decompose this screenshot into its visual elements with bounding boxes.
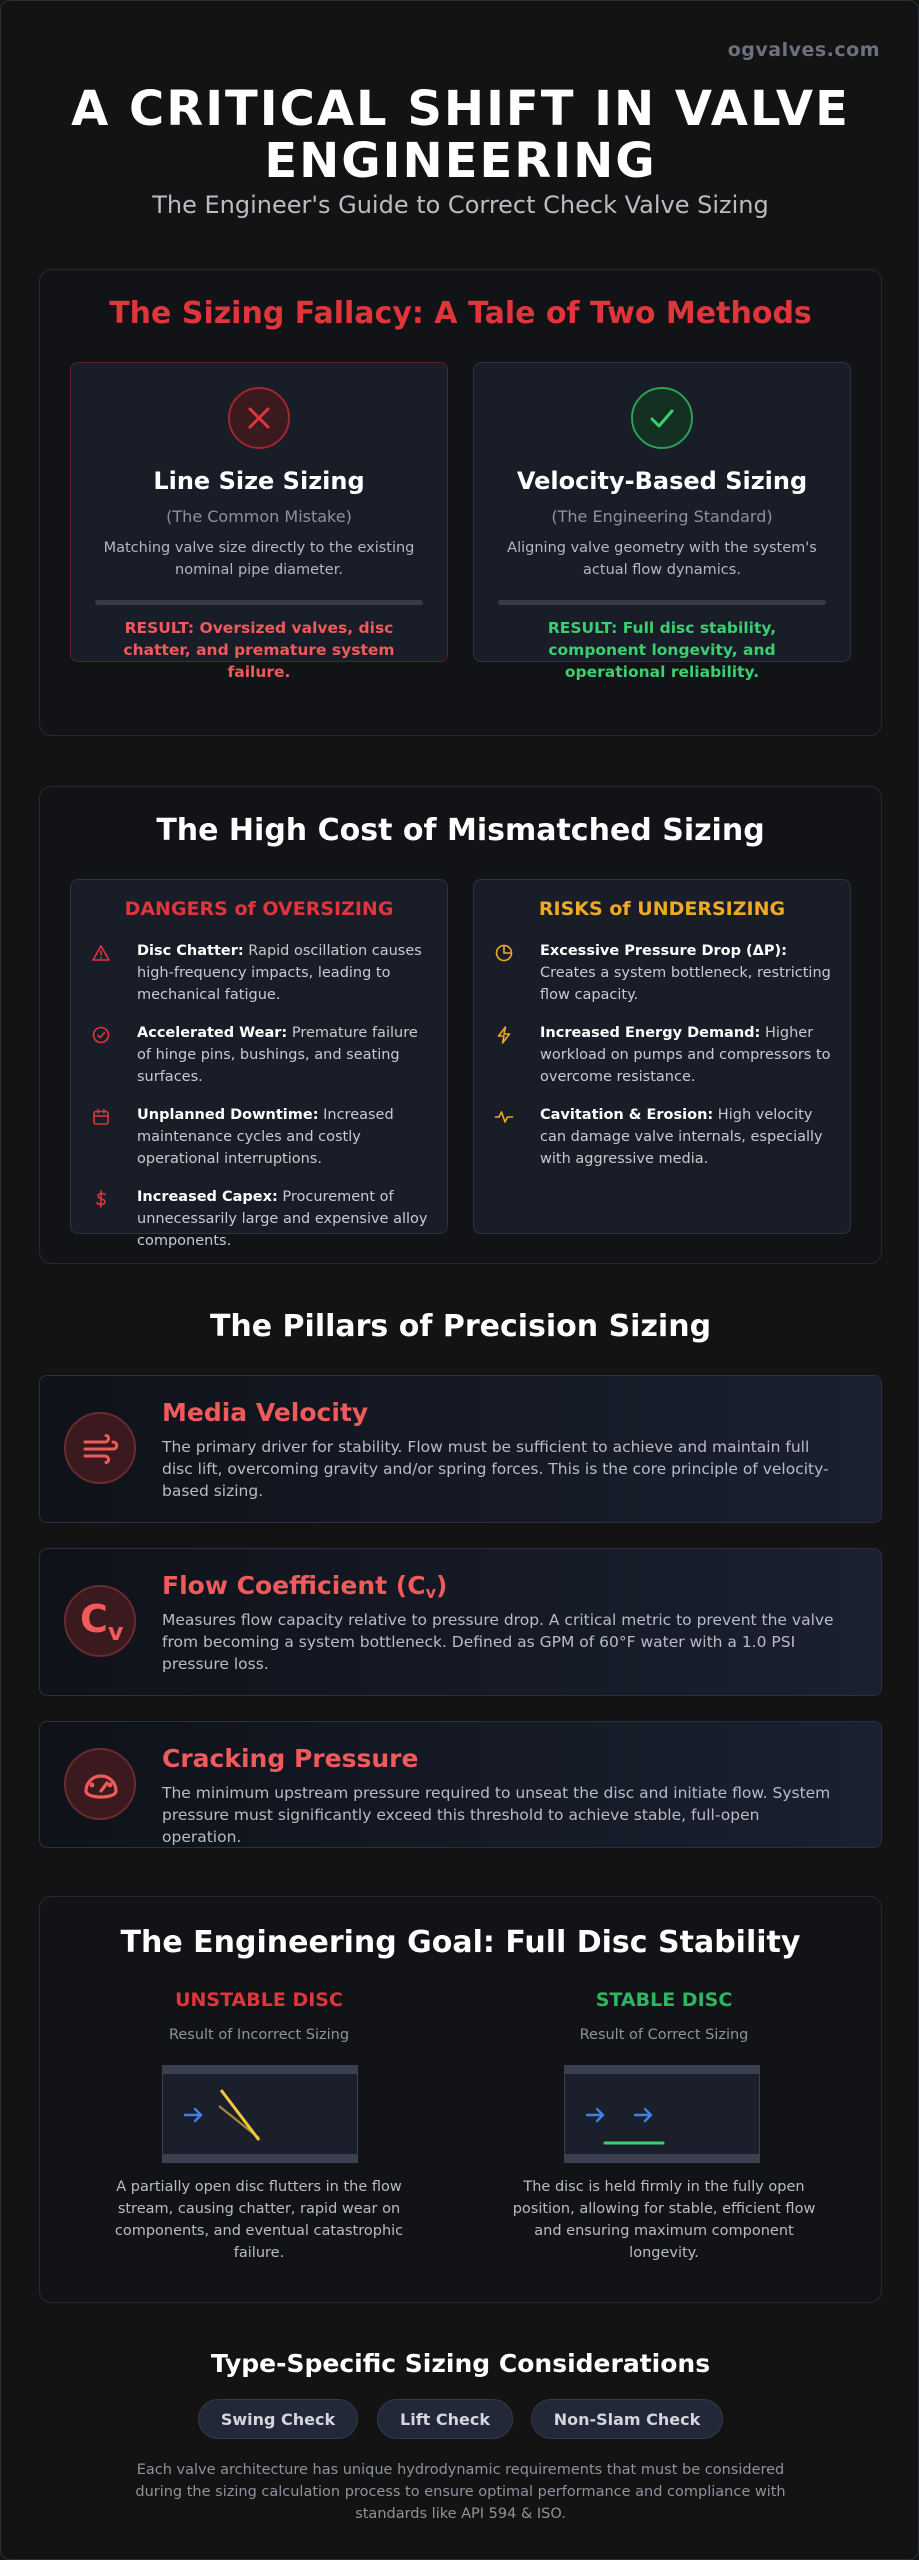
risk-text: Creates a system bottleneck, restricting flow capacity.	[540, 965, 831, 1003]
line-size-description: Matching valve size directly to the existing nominal pipe diameter.	[103, 540, 415, 578]
list-item	[91, 940, 429, 1006]
velocity-card	[473, 362, 851, 681]
cv-icon-letter: C	[80, 1597, 108, 1641]
type-specific-title: Type-Specific Sizing Considerations	[210, 2349, 711, 2378]
unstable-disc-diagram	[162, 2065, 358, 2163]
risk-text: Higher workload on pumps and compressors to overcome resistance.	[540, 1025, 831, 1085]
arrow-right-icon	[185, 2109, 201, 2121]
engineering-goal-panel	[39, 1896, 882, 2303]
high-cost-panel	[39, 786, 882, 1264]
risk-text: Premature failure of hinge pins, bushings, and seating surfaces.	[137, 1025, 418, 1085]
lightning-icon	[494, 1025, 514, 1045]
velocity-description: Aligning valve geometry with the system's actual flow dynamics.	[507, 540, 817, 578]
pillar-description: Measures flow capacity relative to pressure drop. A critical metric to prevent the valve from becoming a system bottleneck. Defined as GPM of 60°F water with a 1.0 PSI pressure loss.	[162, 1611, 834, 1673]
undersizing-list	[494, 940, 832, 1186]
warning-triangle-icon	[91, 943, 111, 963]
risk-label: Unplanned Downtime:	[137, 1107, 319, 1123]
list-item	[91, 1186, 429, 1252]
list-item	[91, 1104, 429, 1170]
line-size-card	[70, 362, 448, 681]
risk-label: Cavitation & Erosion:	[540, 1107, 714, 1123]
list-item	[494, 1022, 832, 1088]
footer-note: Each valve architecture has unique hydrodynamic requirements that must be considered during the sizing calculation process to ensure optimal performance and compliance with standards like API 594 & ISO.	[135, 2462, 786, 2522]
line-size-result: RESULT: Oversized valves, disc chatter, and premature system failure.	[123, 619, 395, 681]
brand-name: ogvalves.com	[727, 39, 880, 61]
high-cost-title: The High Cost of Mismatched Sizing	[156, 813, 765, 848]
velocity-result: RESULT: Full disc stability, component longevity, and operational reliability.	[547, 619, 777, 681]
arrow-right-icon	[635, 2109, 651, 2121]
page-title: A CRITICAL SHIFT IN VALVE ENGINEERING	[71, 81, 850, 189]
page-subtitle: The Engineer's Guide to Correct Check Valve Sizing	[152, 191, 769, 219]
oversizing-list	[91, 940, 429, 1268]
fluttering-disc-line	[221, 2090, 259, 2140]
arrow-right-icon	[587, 2109, 603, 2121]
stable-description: The disc is held firmly in the fully open position, allowing for stable, efficient flow and ensuring maximum component longevity.	[512, 2179, 816, 2261]
pillar-cracking-pressure	[39, 1721, 882, 1848]
risk-label: Excessive Pressure Drop (ΔP):	[540, 943, 787, 959]
risk-label: Increased Energy Demand:	[540, 1025, 761, 1041]
pill-non-slam-check[interactable]: Non-Slam Check	[531, 2399, 723, 2439]
wind-icon	[64, 1412, 136, 1484]
velocity-heading: Velocity-Based Sizing	[516, 467, 808, 495]
oversizing-heading: DANGERS of OVERSIZING	[124, 898, 394, 920]
pillars-title: The Pillars of Precision Sizing	[209, 1309, 712, 1344]
velocity-tag: (The Engineering Standard)	[551, 507, 773, 526]
sizing-fallacy-panel	[39, 269, 882, 736]
pillar-heading-text: Flow Coefficient (C	[162, 1571, 426, 1600]
pillar-heading-close: )	[436, 1571, 448, 1600]
risk-text: Increased maintenance cycles and costly operational interruptions.	[137, 1107, 394, 1167]
dollar-icon	[91, 1189, 111, 1209]
list-item	[494, 940, 832, 1006]
risk-label: Disc Chatter:	[137, 943, 244, 959]
line-size-heading: Line Size Sizing	[153, 467, 365, 495]
undersizing-card	[473, 879, 851, 1234]
pillar-flow-coefficient	[39, 1548, 882, 1696]
pillar-heading-subscript: v	[425, 1583, 436, 1602]
list-item	[494, 1104, 832, 1170]
pressure-gauge-icon	[64, 1748, 136, 1820]
pillar-description: The minimum upstream pressure required to unseat the disc and initiate flow. System pressure must significantly exceed this threshold to achieve stable, full-open operation.	[162, 1784, 831, 1846]
cv-icon-subscript: v	[107, 1618, 124, 1646]
check-icon	[631, 387, 693, 449]
list-item	[91, 1022, 429, 1088]
stable-tag: Result of Correct Sizing	[579, 2027, 749, 2043]
divider	[498, 600, 826, 605]
gauge-icon	[91, 1025, 111, 1045]
sizing-fallacy-title: The Sizing Fallacy: A Tale of Two Methods	[109, 296, 812, 331]
risk-text: High velocity can damage valve internals, especially with aggressive media.	[540, 1107, 823, 1167]
unstable-tag: Result of Incorrect Sizing	[168, 2027, 350, 2043]
divider	[95, 600, 423, 605]
pillar-heading: Media Velocity	[162, 1398, 369, 1427]
undersizing-heading: RISKS of UNDERSIZING	[538, 898, 786, 920]
line-size-tag: (The Common Mistake)	[166, 507, 352, 526]
risk-label: Accelerated Wear:	[137, 1025, 288, 1041]
pill-swing-check[interactable]: Swing Check	[198, 2399, 358, 2439]
risk-text: Rapid oscillation causes high-frequency impacts, leading to mechanical fatigue.	[137, 943, 422, 1003]
engineering-goal-title: The Engineering Goal: Full Disc Stability	[120, 1925, 801, 1960]
pillar-heading: Cracking Pressure	[162, 1744, 419, 1773]
cv-icon	[64, 1585, 136, 1657]
oversizing-card	[70, 879, 448, 1249]
pillar-heading	[162, 1571, 447, 1602]
unstable-heading: UNSTABLE DISC	[175, 1989, 343, 2011]
unstable-description: A partially open disc flutters in the flow stream, causing chatter, rapid wear on components, and eventual catastrophic failure.	[114, 2179, 404, 2261]
x-icon	[228, 387, 290, 449]
stable-disc-diagram	[564, 2065, 760, 2163]
pill-lift-check[interactable]: Lift Check	[377, 2399, 513, 2439]
stable-heading: STABLE DISC	[595, 1989, 733, 2011]
pie-chart-icon	[494, 943, 514, 963]
calendar-icon	[91, 1107, 111, 1127]
pulse-icon	[494, 1107, 514, 1127]
risk-label: Increased Capex:	[137, 1189, 278, 1205]
pillar-description: The primary driver for stability. Flow must be sufficient to achieve and maintain full disc lift, overcoming gravity and/or spring forces. This is the core principle of velocity-based sizing.	[162, 1438, 829, 1500]
risk-text: Procurement of unnecessarily large and expensive alloy components.	[137, 1189, 428, 1249]
pillar-media-velocity	[39, 1375, 882, 1523]
